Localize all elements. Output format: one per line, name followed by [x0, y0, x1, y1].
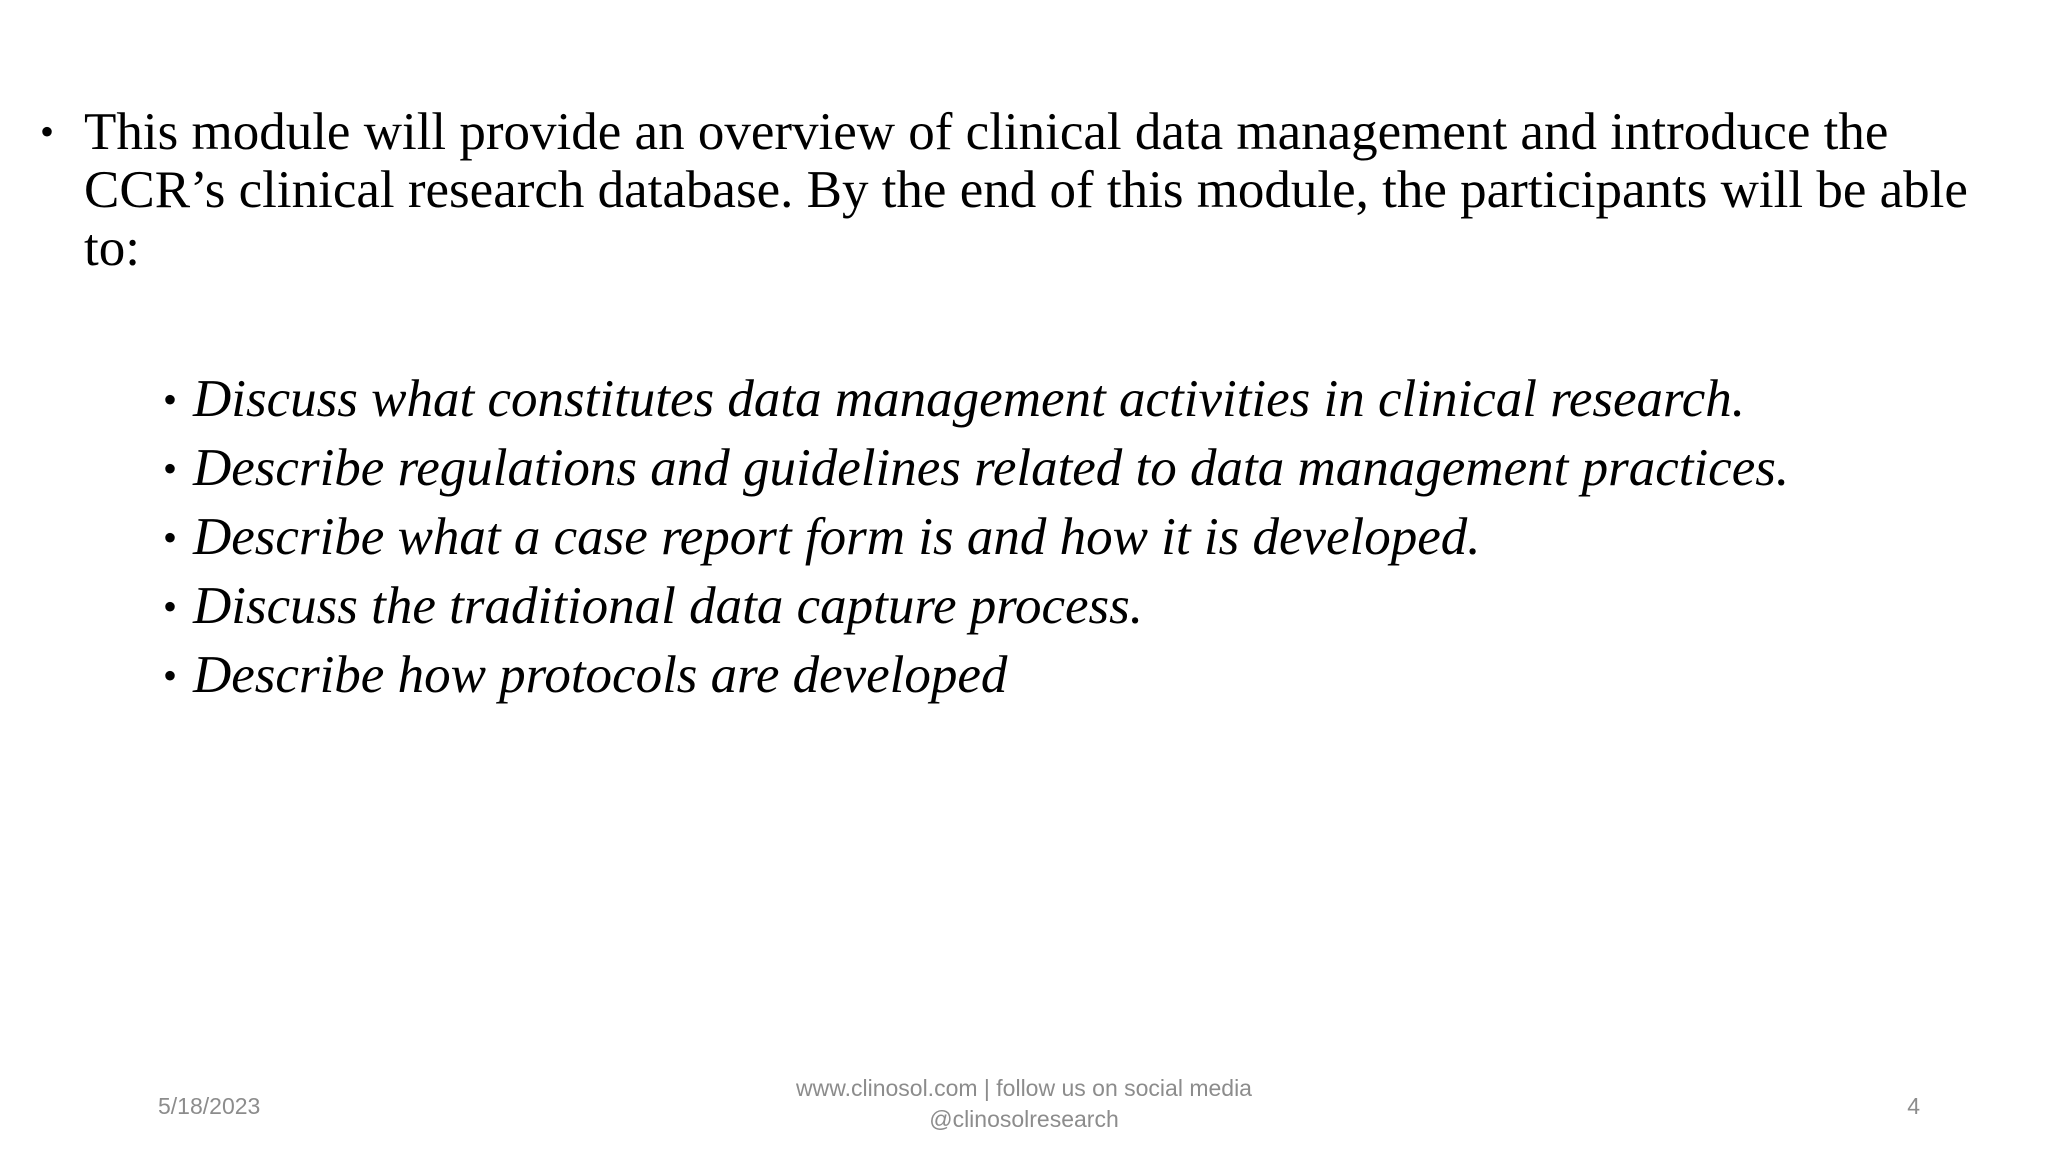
- objective-item: [163, 503, 2013, 572]
- main-bullet: [40, 103, 2020, 277]
- bullet-icon: •: [40, 109, 55, 154]
- objective-item: [163, 434, 2013, 503]
- bullet-icon: •: [163, 446, 178, 491]
- objective-text: Describe how protocols are developed: [193, 646, 1008, 704]
- objective-text: Describe what a case report form is and how it is developed.: [193, 508, 1481, 566]
- objectives-list: [163, 365, 2013, 710]
- bullet-icon: •: [163, 515, 178, 560]
- objective-item: [163, 572, 2013, 641]
- footer-center: [744, 1073, 1304, 1135]
- objective-item: [163, 365, 2013, 434]
- objective-text: Discuss the traditional data capture process.: [193, 577, 1144, 635]
- main-bullet-text: This module will provide an overview of clinical data management and introduce the CCR’s clinical research database. By the end of this module, the participants will be able to:: [84, 103, 1968, 277]
- footer-website-line: www.clinosol.com | follow us on social media: [796, 1075, 1252, 1101]
- bullet-icon: •: [163, 377, 178, 422]
- bullet-icon: •: [163, 584, 178, 629]
- footer-social-handle: @clinosolresearch: [929, 1106, 1119, 1132]
- bullet-icon: •: [163, 653, 178, 698]
- objective-item: [163, 641, 2013, 710]
- footer-date: 5/18/2023: [158, 1093, 261, 1119]
- page-number: 4: [1907, 1093, 1920, 1119]
- objective-text: Describe regulations and guidelines related to data management practices.: [193, 439, 1790, 497]
- objective-text: Discuss what constitutes data management activities in clinical research.: [193, 370, 1745, 428]
